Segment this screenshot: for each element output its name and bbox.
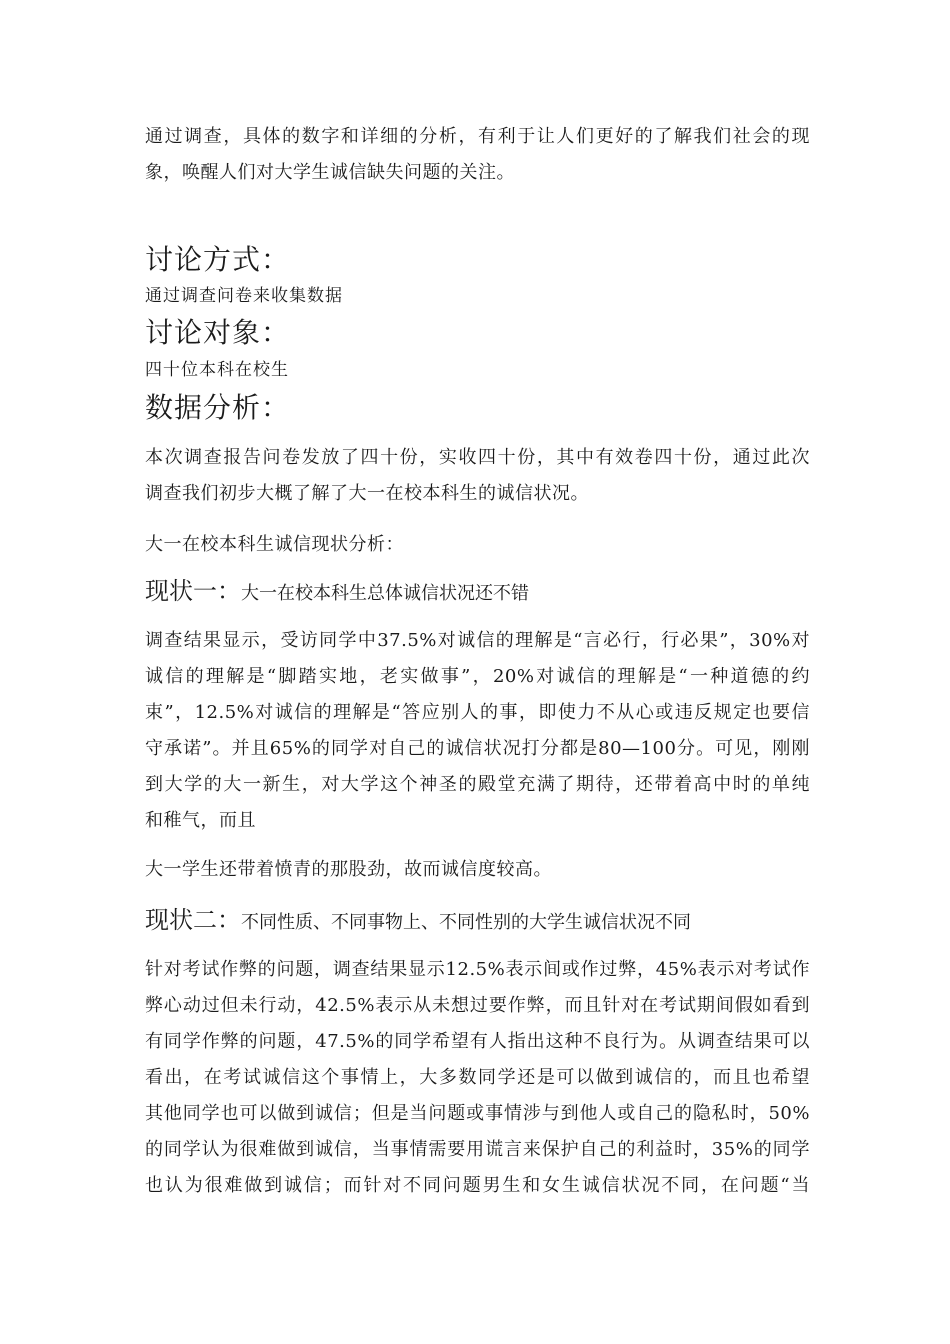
status2-line: 看出，在考试诚信这个事情上，大多数同学还是可以做到诚信的，而且也希望 bbox=[145, 1067, 810, 1088]
status2-line: 弊心动过但未行动，42.5%表示从未想过要作弊，而且针对在考试期间假如看到 bbox=[145, 995, 810, 1016]
subject-heading: 讨论对象： bbox=[145, 316, 291, 349]
status2-heading bbox=[145, 902, 810, 941]
analysis-paragraph bbox=[145, 440, 810, 512]
intro-line: 通过调查，具体的数字和详细的分析，有利于让人们更好的了解我们社会的现 bbox=[145, 126, 810, 147]
analysis-subtitle: 大一在校本科生诚信现状分析： bbox=[145, 534, 404, 555]
status1-line: 诚信的理解是“脚踏实地，老实做事”，20%对诚信的理解是“一种道德的约 bbox=[145, 666, 810, 687]
analysis-line: 本次调查报告问卷发放了四十份，实收四十份，其中有效卷四十份，通过此次 bbox=[145, 447, 810, 468]
analysis-line: 调查我们初步大概了解了大一在校本科生的诚信状况。 bbox=[145, 483, 589, 504]
method-text: 通过调查问卷来收集数据 bbox=[145, 286, 343, 306]
subject-text: 四十位本科在校生 bbox=[145, 360, 289, 380]
status2-title: 不同性质、不同事物上、不同性别的大学生诚信状况不同 bbox=[241, 912, 691, 933]
status2-line: 针对考试作弊的问题，调查结果显示12.5%表示间或作过弊，45%表示对考试作 bbox=[145, 959, 810, 980]
intro-paragraph bbox=[145, 119, 810, 191]
status2-line: 也认为很难做到诚信；而针对不同问题男生和女生诚信状况不同，在问题“当 bbox=[145, 1175, 810, 1196]
status1-lead: 现状一： bbox=[145, 577, 241, 605]
status2-lead: 现状二： bbox=[145, 906, 241, 934]
intro-line: 象，唤醒人们对大学生诚信缺失问题的关注。 bbox=[145, 162, 515, 183]
status1-line: 调查结果显示，受访同学中37.5%对诚信的理解是“言必行，行必果”，30%对 bbox=[145, 630, 810, 651]
status1-title: 大一在校本科生总体诚信状况还不错 bbox=[241, 583, 529, 604]
status1-heading bbox=[145, 573, 810, 612]
status2-line: 其他同学也可以做到诚信；但是当问题或事情涉与到他人或自己的隐私时，50% bbox=[145, 1103, 810, 1124]
status1-paragraph bbox=[145, 623, 810, 839]
status2-line: 有同学作弊的问题，47.5%的同学希望有人指出这种不良行为。从调查结果可以 bbox=[145, 1031, 810, 1052]
status1-line: 守承诺”。并且65%的同学对自己的诚信状况打分都是80—100分。可见，刚刚 bbox=[145, 738, 810, 759]
status1-line: 到大学的大一新生，对大学这个神圣的殿堂充满了期待，还带着高中时的单纯 bbox=[145, 774, 810, 795]
status1-extra: 大一学生还带着愤青的那股劲，故而诚信度较高。 bbox=[145, 859, 552, 880]
status1-line: 束”，12.5%对诚信的理解是“答应别人的事，即使力不从心或违反规定也要信 bbox=[145, 702, 810, 723]
analysis-heading: 数据分析： bbox=[145, 391, 291, 424]
status2-line: 的同学认为很难做到诚信，当事情需要用谎言来保护自己的利益时，35%的同学 bbox=[145, 1139, 810, 1160]
status1-line: 和稚气，而且 bbox=[145, 810, 256, 831]
status2-paragraph bbox=[145, 952, 810, 1204]
method-heading: 讨论方式： bbox=[145, 243, 291, 276]
